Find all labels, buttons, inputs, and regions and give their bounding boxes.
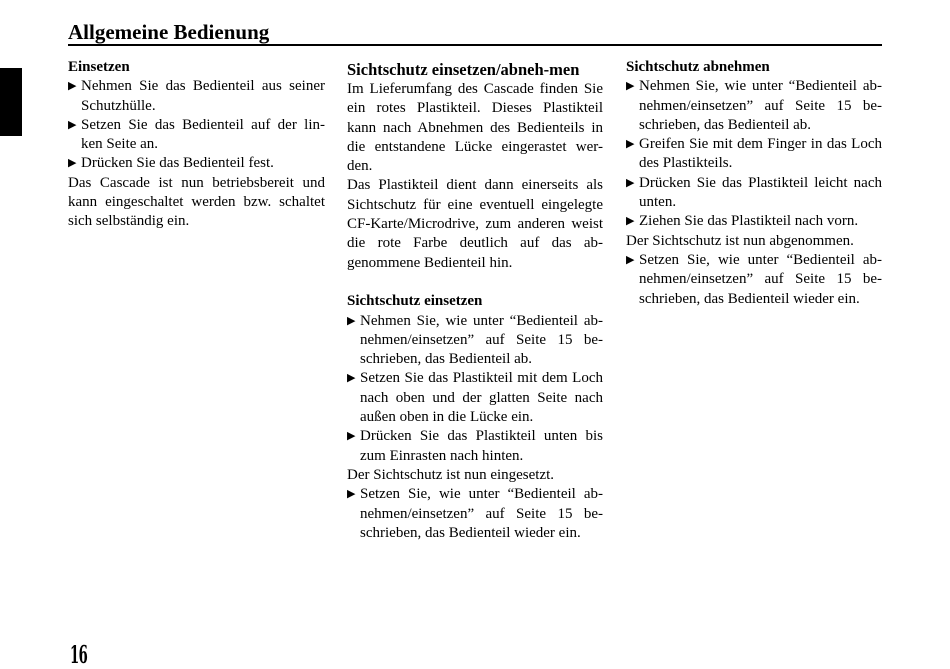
triangle-bullet-icon: ▶ xyxy=(626,80,635,93)
status-line: Der Sichtschutz ist nun eingesetzt. xyxy=(347,466,555,483)
page-title: Allgemeine Bedienung xyxy=(68,20,270,44)
final-step-list xyxy=(347,485,603,543)
steps-list-einsetzen xyxy=(68,77,325,173)
final-step-list xyxy=(626,251,882,309)
triangle-bullet-icon: ▶ xyxy=(626,253,635,266)
triangle-bullet-icon: ▶ xyxy=(347,372,356,385)
step-item: ▶ Drücken Sie das Plastikteil leicht nach unten. xyxy=(626,174,882,211)
step-item: ▶ Nehmen Sie, wie unter “Bedienteil ab-nehmen/einsetzen” auf Seite 15 be-schrieben, das Bedienteil ab. xyxy=(626,78,882,133)
step-item: ▶ Setzen Sie das Bedienteil auf der lin-ken Seite an. xyxy=(68,116,325,153)
triangle-bullet-icon: ▶ xyxy=(347,488,356,501)
section-heading-abnehmen: Sichtschutz abnehmen xyxy=(626,59,770,75)
step-item: ▶ Nehmen Sie das Bedienteil aus seiner Schutzhülle. xyxy=(68,78,325,114)
steps-list-abnehmen xyxy=(626,77,882,231)
purpose-paragraph: Das Plastikteil dient dann einerseits als Sichtschutz für eine eventuell eingelegte CF-Karte/Microdrive, zum anderen weist die rote Farbe deutlich auf das ab-genommene Bedienteil hin. xyxy=(347,177,603,271)
steps-list-sichtschutz-einsetzen xyxy=(347,312,603,466)
step-item: ▶ Setzen Sie, wie unter “Bedienteil ab-nehmen/einsetzen” auf Seite 15 be-schrieben, das Bedienteil wieder ein. xyxy=(626,251,882,307)
intro-paragraph: Im Lieferumfang des Cascade finden Sie ein rotes Plastikteil. Dieses Plastikteil kann nach Abnehmen des Bedienteils in die entstandene Lücke eingerastet wer-den. xyxy=(347,81,603,175)
column-einsetzen xyxy=(68,58,325,232)
page-number: 16 xyxy=(70,640,88,669)
column-sichtschutz xyxy=(347,58,603,543)
section-heading-sichtschutz: Sichtschutz einsetzen/abneh-men xyxy=(347,60,580,79)
result-paragraph: Das Cascade ist nun betriebsbereit und kann eingeschaltet werden bzw. schaltet sich selbständig ein. xyxy=(68,174,325,230)
step-item: ▶ Drücken Sie das Plastikteil unten bis zum Einrasten nach hinten. xyxy=(347,428,603,464)
spacer xyxy=(347,273,603,292)
chapter-tab-marker xyxy=(0,68,22,136)
triangle-bullet-icon: ▶ xyxy=(347,430,356,443)
subheading-einsetzen: Sichtschutz einsetzen xyxy=(347,293,483,310)
triangle-bullet-icon: ▶ xyxy=(626,176,635,189)
triangle-bullet-icon: ▶ xyxy=(347,314,356,327)
column-sichtschutz-abnehmen xyxy=(626,58,882,309)
step-item: ▶ Setzen Sie das Plastikteil mit dem Loch nach oben und der glatten Seite nach außen oben in die Lücke ein. xyxy=(347,370,603,426)
status-line: Der Sichtschutz ist nun abgenommen. xyxy=(626,232,854,249)
step-item: ▶ Greifen Sie mit dem Finger in das Loch des Plastikteils. xyxy=(626,136,882,172)
section-heading-einsetzen: Einsetzen xyxy=(68,59,130,75)
triangle-bullet-icon: ▶ xyxy=(68,118,77,131)
triangle-bullet-icon: ▶ xyxy=(626,215,635,228)
triangle-bullet-icon: ▶ xyxy=(68,80,77,93)
title-rule xyxy=(68,44,882,46)
step-item: ▶ Nehmen Sie, wie unter “Bedienteil ab-nehmen/einsetzen” auf Seite 15 be-schrieben, das Bedienteil ab. xyxy=(347,312,603,368)
step-item: ▶ Drücken Sie das Bedienteil fest. xyxy=(68,154,325,173)
triangle-bullet-icon: ▶ xyxy=(626,138,635,151)
step-item: ▶ Ziehen Sie das Plastikteil nach vorn. xyxy=(626,212,882,231)
step-item: ▶ Setzen Sie, wie unter “Bedienteil ab-nehmen/einsetzen” auf Seite 15 be-schrieben, das Bedienteil wieder ein. xyxy=(347,486,603,541)
triangle-bullet-icon: ▶ xyxy=(68,157,77,170)
